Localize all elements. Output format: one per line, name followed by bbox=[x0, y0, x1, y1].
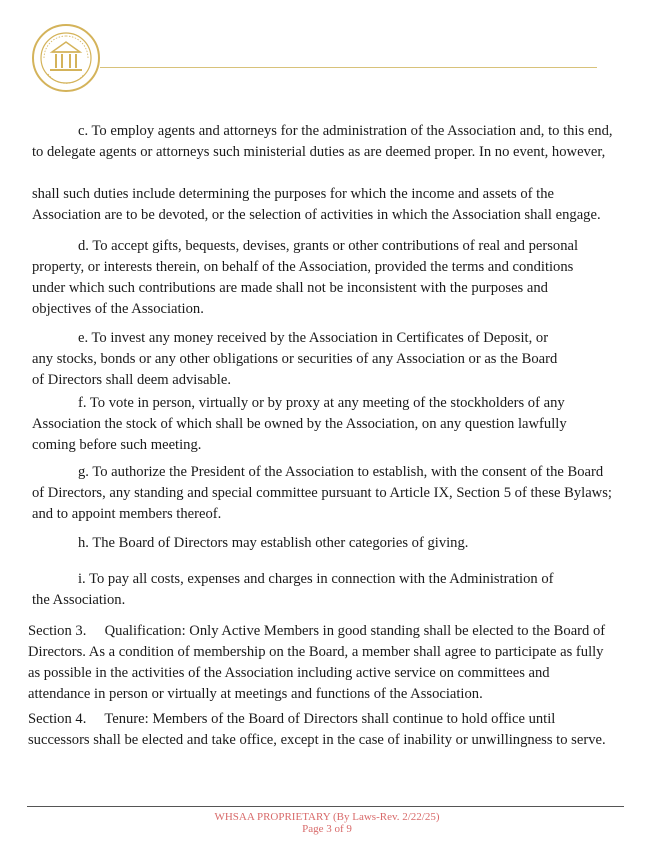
text-line: shall such duties include determining the purposes for which the income and assets of the bbox=[32, 186, 555, 202]
text-line: of Directors, any standing and special committee pursuant to Article IX, Section 5 of these Bylaws; bbox=[32, 485, 612, 501]
text-line: as possible in the activities of the Association including active service on committees and bbox=[28, 665, 550, 681]
text-line: successors shall be elected and take office, except in the case of inability or unwillingness to serve. bbox=[28, 732, 606, 748]
header-rule bbox=[100, 67, 597, 68]
text-line: Association are to be devoted, or the selection of activities in which the Association shall engage. bbox=[32, 207, 601, 223]
paragraph-c-continued bbox=[32, 184, 601, 226]
text-line: h. The Board of Directors may establish other categories of giving. bbox=[78, 535, 469, 551]
paragraph-h bbox=[32, 533, 468, 554]
text-line: Section 3. Qualification: Only Active Members in good standing shall be elected to the Board of bbox=[28, 623, 606, 639]
association-seal-icon bbox=[30, 22, 102, 94]
text-line: property, or interests therein, on behalf of the Association, provided the terms and conditions bbox=[32, 259, 574, 275]
text-line: to delegate agents or attorneys such ministerial duties as are deemed proper. In no event, however, bbox=[32, 144, 606, 160]
paragraph-i bbox=[32, 569, 553, 611]
text-line: under which such contributions are made shall not be inconsistent with the purposes and bbox=[32, 280, 548, 296]
text-line: objectives of the Association. bbox=[32, 301, 204, 317]
paragraph-g bbox=[32, 462, 612, 525]
text-line: and to appoint members thereof. bbox=[32, 506, 222, 522]
section-3 bbox=[28, 621, 605, 705]
text-line: Section 4. Tenure: Members of the Board of Directors shall continue to hold office until bbox=[28, 711, 556, 727]
footer-rule bbox=[27, 806, 624, 807]
paragraph-e bbox=[32, 328, 557, 391]
association-seal bbox=[30, 22, 102, 94]
footer-proprietary: WHSAA PROPRIETARY (By Laws-Rev. 2/22/25) bbox=[214, 811, 440, 823]
text-line: any stocks, bonds or any other obligations or securities of any Association or as the Board bbox=[32, 351, 558, 367]
footer-page-number: Page 3 of 9 bbox=[302, 823, 352, 835]
section-4 bbox=[28, 709, 606, 751]
text-line: of Directors shall deem advisable. bbox=[32, 372, 231, 388]
text-line: Directors. As a condition of membership on the Board, a member shall agree to participate as fully bbox=[28, 644, 604, 660]
text-line: the Association. bbox=[32, 592, 126, 608]
text-line: e. To invest any money received by the Association in Certificates of Deposit, or bbox=[78, 330, 549, 346]
text-line: c. To employ agents and attorneys for the administration of the Association and, to this end, bbox=[78, 123, 613, 139]
text-line: g. To authorize the President of the Association to establish, with the consent of the Board bbox=[78, 464, 604, 480]
paragraph-f bbox=[32, 393, 567, 456]
text-line: attendance in person or virtually at meetings and functions of the Association. bbox=[28, 686, 483, 702]
text-line: d. To accept gifts, bequests, devises, grants or other contributions of real and personal bbox=[78, 238, 579, 254]
paragraph-c bbox=[32, 121, 613, 163]
paragraph-d bbox=[32, 236, 578, 320]
text-line: coming before such meeting. bbox=[32, 437, 202, 453]
text-line: i. To pay all costs, expenses and charges in connection with the Administration of bbox=[78, 571, 554, 587]
text-line: f. To vote in person, virtually or by proxy at any meeting of the stockholders of any bbox=[78, 395, 565, 411]
text-line: Association the stock of which shall be owned by the Association, on any question lawfully bbox=[32, 416, 567, 432]
